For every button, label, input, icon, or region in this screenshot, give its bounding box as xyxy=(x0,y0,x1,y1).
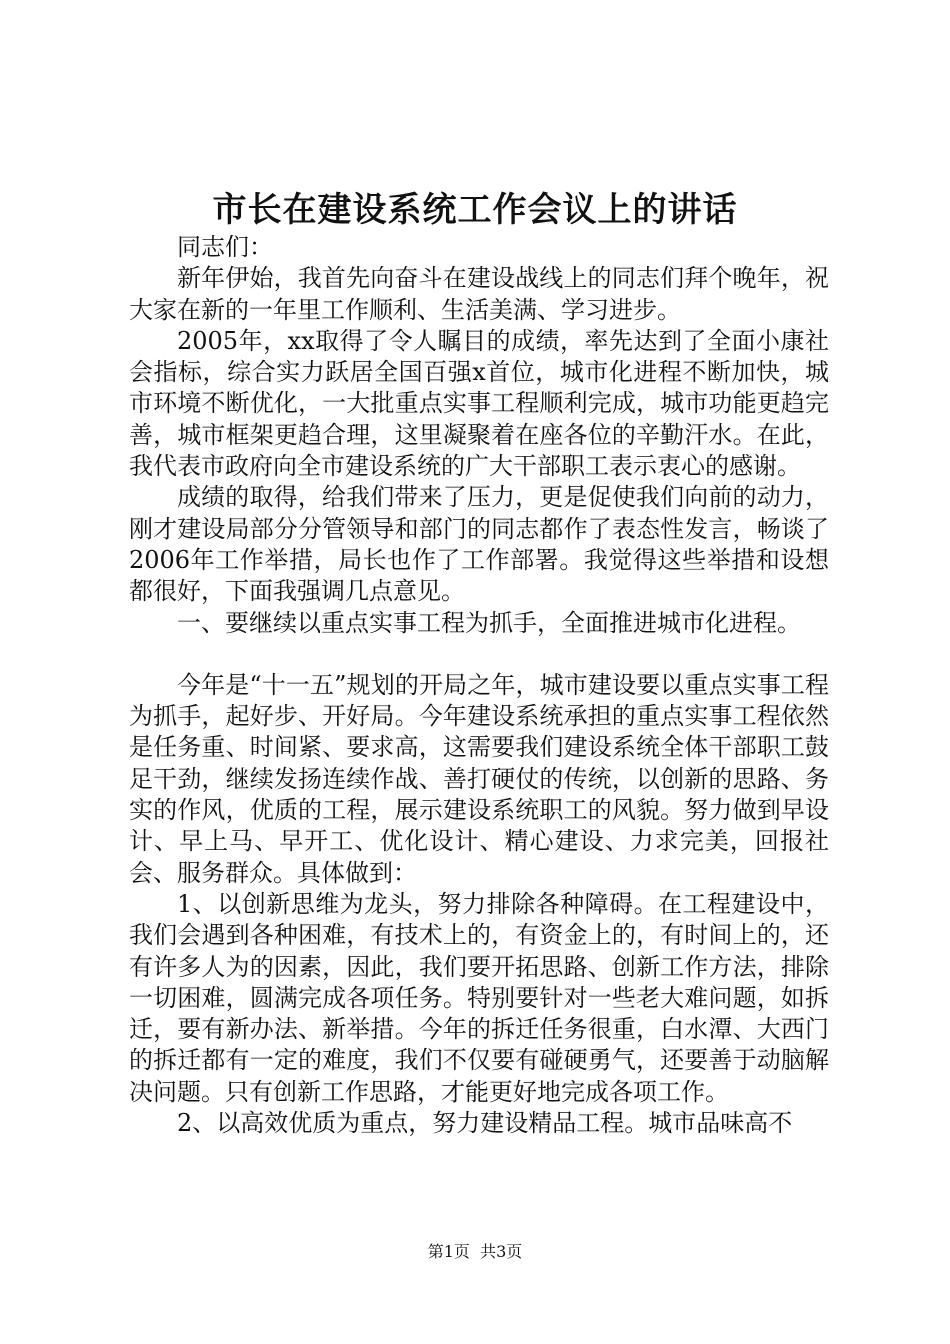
body-paragraph: 今年是“十一五”规划的开局之年，城市建设要以重点实事工程为抓手，起好步、开好局。今年建设系统承担的重点实事工程依然是任务重、时间紧、要求高，这需要我们建设系统全体干部职工鼓足干劲，继续发扬连续作战、善打硬仗的传统，以创新的思路、务实的作风，优质的工程，展示建设系统职工的风貌。努力做到早设计、早上马、早开工、优化设计、精心建设、力求完美，回报社会、服务群众。具体做到： xyxy=(129,670,829,887)
page-footer xyxy=(0,1240,950,1264)
document-body xyxy=(129,232,829,1139)
section-heading: 一、要继续以重点实事工程为抓手，全面推进城市化进程。 xyxy=(177,608,801,637)
body-paragraph: 新年伊始，我首先向奋斗在建设战线上的同志们拜个晚年，祝大家在新的一年里工作顺利、生活美满、学习进步。 xyxy=(129,264,829,324)
document-title: 市长在建设系统工作会议上的讲话 xyxy=(212,190,738,230)
body-paragraph: 2005年，xx取得了令人瞩目的成绩，率先达到了全面小康社会指标，综合实力跃居全国百强x首位，城市化进程不断加快，城市环境不断优化，一大批重点实事工程顺利完成，城市功能更趋完善，城市框架更趋合理，这里凝聚着在座各位的辛勤汗水。在此，我代表市政府向全市建设系统的广大干部职工表示衷心的感谢。 xyxy=(129,326,829,481)
page-number-label: 第1页 共3页 xyxy=(427,1242,523,1261)
body-paragraph: 2、以高效优质为重点，努力建设精品工程。城市品味高不 xyxy=(177,1109,793,1138)
body-paragraph: 1、以创新思维为龙头，努力排除各种障碍。在工程建设中，我们会遇到各种困难，有技术上的，有资金上的，有时间上的，还有许多人为的因素，因此，我们要开拓思路、创新工作方法，排除一切困难，圆满完成各项任务。特别要针对一些老大难问题，如拆迁，要有新办法、新举措。今年的拆迁任务很重，白水潭、大西门的拆迁都有一定的难度，我们不仅要有碰硬勇气，还要善于动脑解决问题。只有创新工作思路，才能更好地完成各项工作。 xyxy=(129,889,829,1106)
salutation-paragraph: 同志们： xyxy=(177,233,273,261)
body-paragraph: 成绩的取得，给我们带来了压力，更是促使我们向前的动力，刚才建设局部分分管领导和部门的同志都作了表态性发言，畅谈了2006年工作举措，局长也作了工作部署。我觉得这些举措和设想都很好，下面我强调几点意见。 xyxy=(129,483,829,606)
